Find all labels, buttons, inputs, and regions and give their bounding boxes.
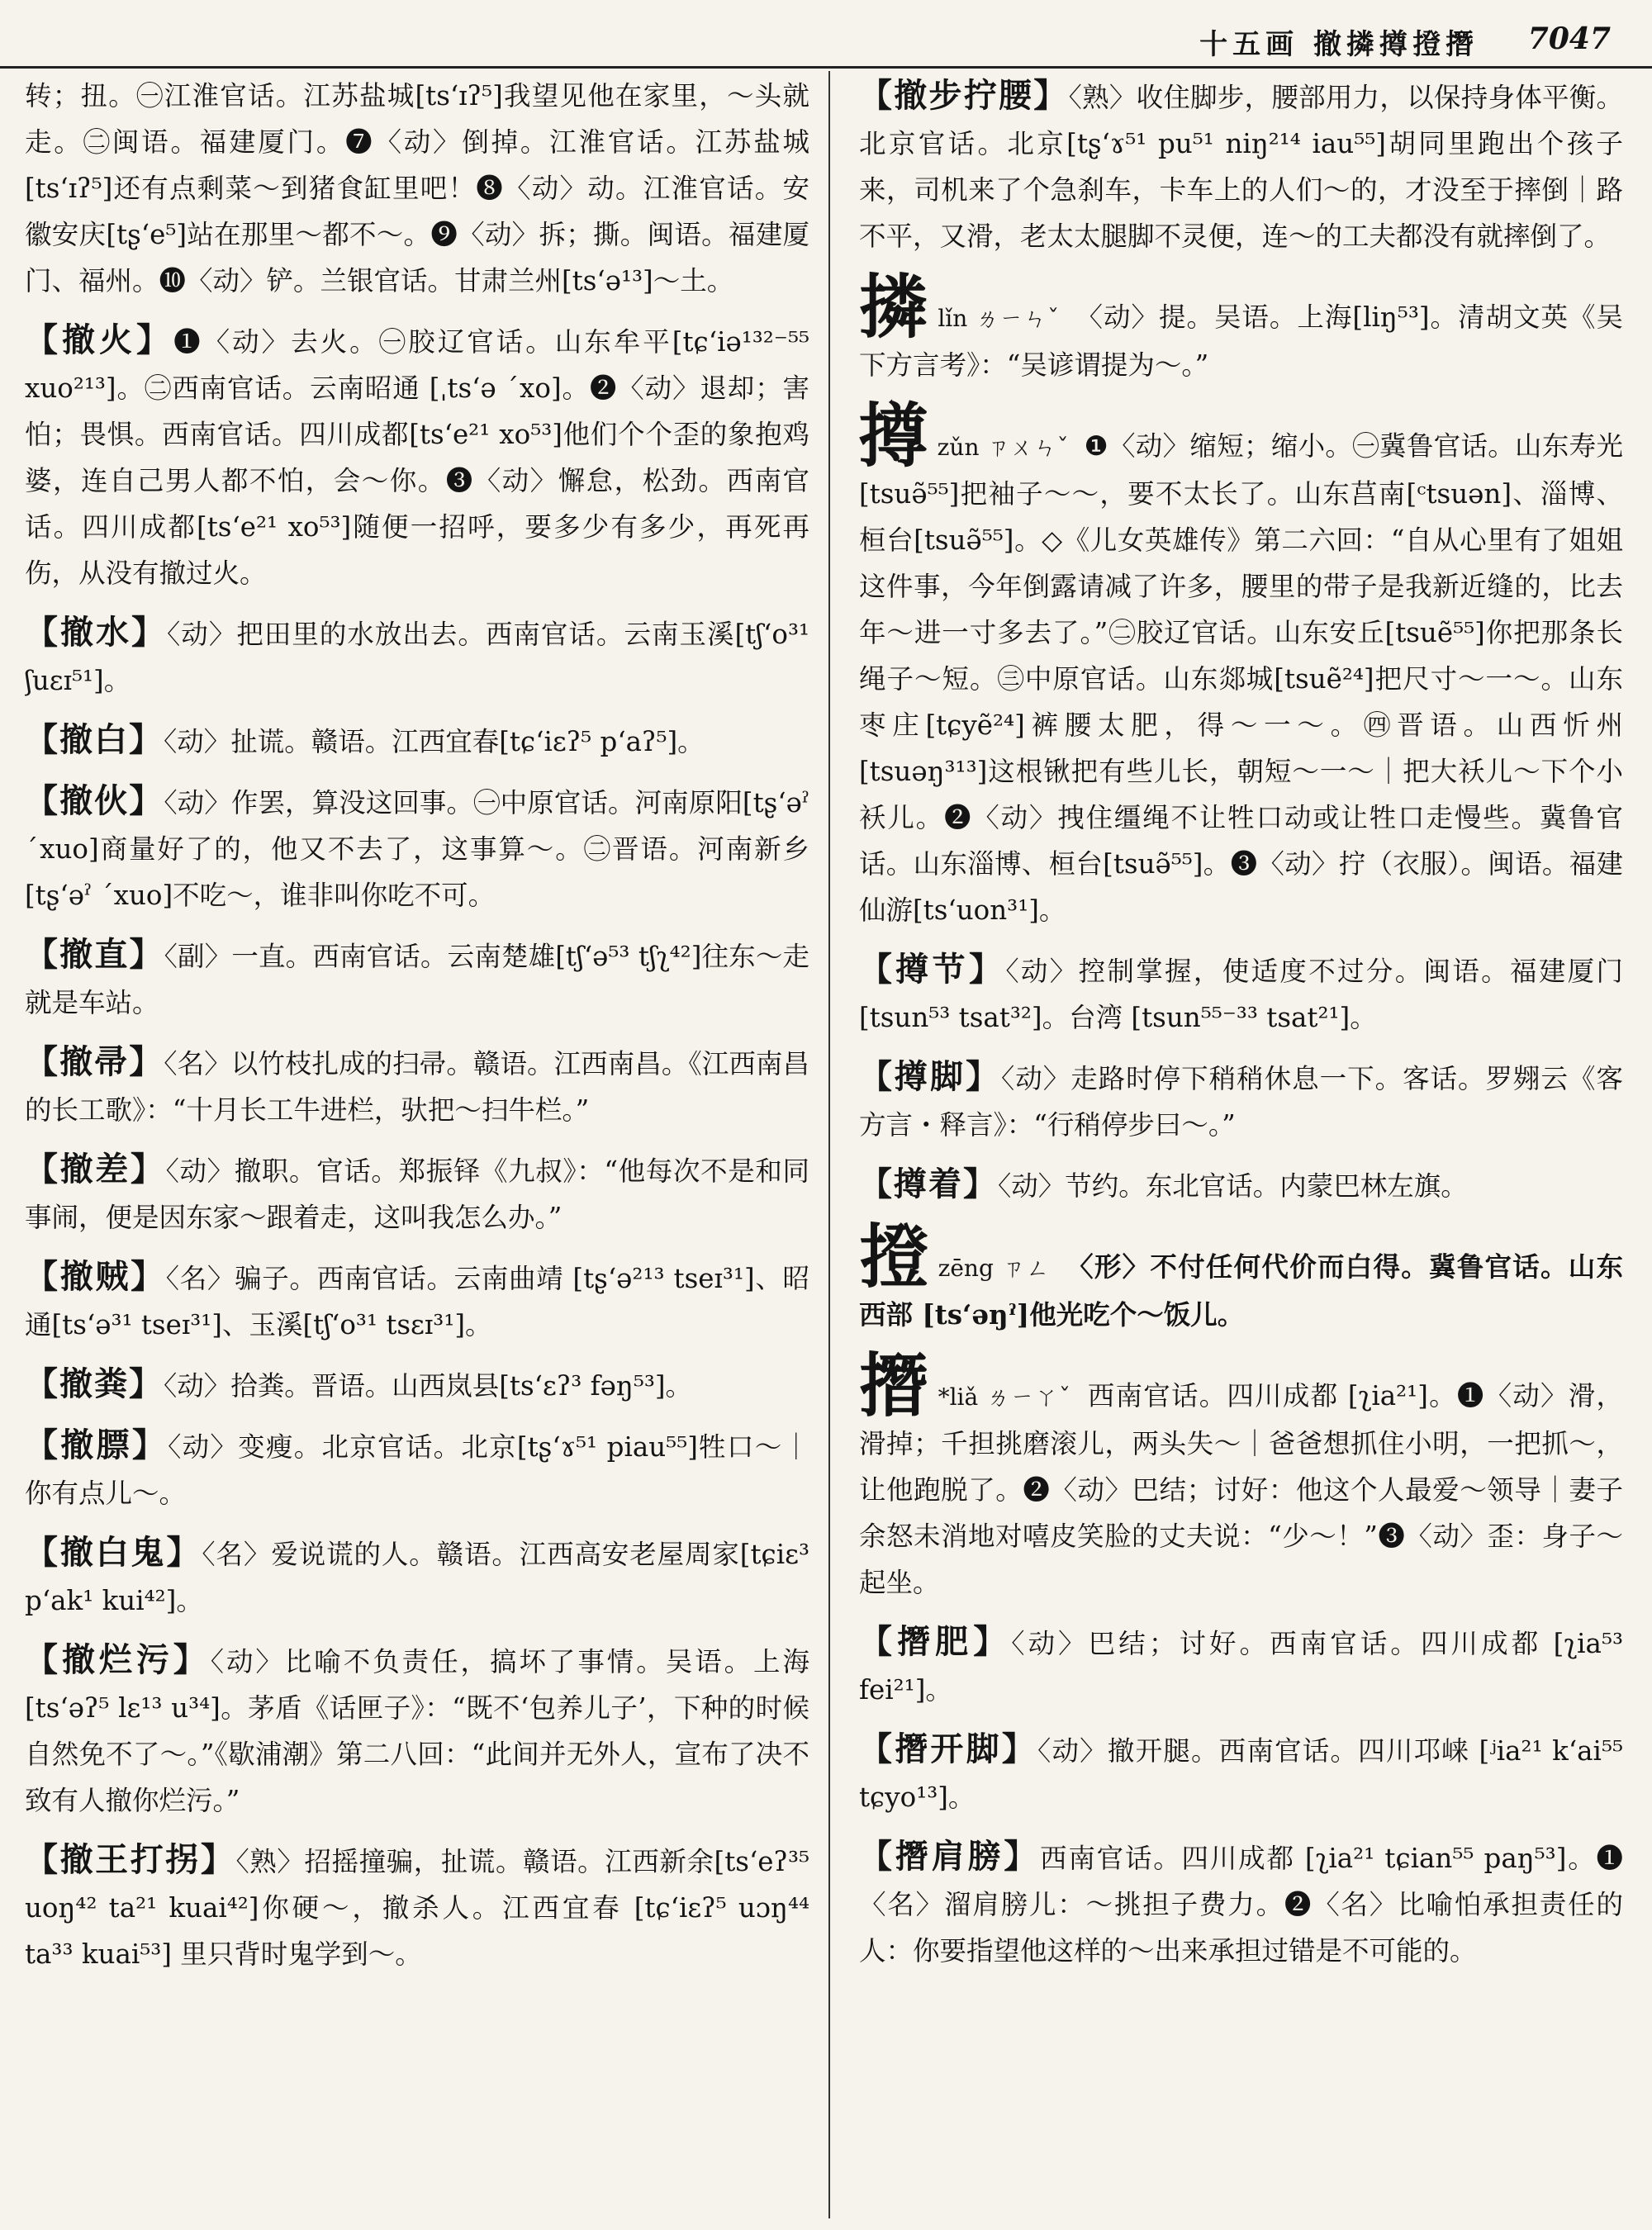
entry-text: 〈动〉作罢，算没这回事。㊀中原官话。河南原阳[tʂʻəˀ ˊxuo]商量好了的，他又不去了，这事算～。㊁晋语。河南新乡[tʂʻəˀ ˊxuo]不吃～，谁非叫你吃不可。 <box>25 787 809 911</box>
entry-text: 〈动〉变瘦。北京官话。北京[tʂʻɤ⁵¹ piau⁵⁵]牲口～｜你有点儿～。 <box>25 1431 809 1509</box>
entry-headword: 【撙脚】 <box>859 1058 1001 1096</box>
entry-headword: 【撙着】 <box>859 1165 998 1203</box>
entry-chehuo2 <box>25 778 809 918</box>
left-column <box>25 73 809 2220</box>
page-number: 7047 <box>1527 21 1611 56</box>
entry-text: 〈动〉拾粪。晋语。山西岚县[tsʻɛʔ³ fəŋ⁵³]。 <box>164 1370 693 1402</box>
entry-headword: 【撤王打拐】 <box>25 1841 236 1879</box>
entry-zunzhe <box>859 1161 1623 1209</box>
entry-text: 西南官话。四川成都 [ʅia²¹]。❶〈动〉滑，滑掉；千担挑磨滚儿，两头失～｜爸爸想抓住小明，一把抓～，让他跑脱了。❷〈动〉巴结；讨好：他这个人最爱～领导｜妻子余怒未消地对嘻皮笑脸的丈夫说：“少～！”❸〈动〉歪：身子～起坐。 <box>859 1380 1623 1598</box>
pronunciation: *liǎ ㄌㄧㄚˇ <box>938 1383 1072 1411</box>
entry-text: 〈动〉巴结；讨好。西南官话。四川成都 [ʅia⁵³ fei²¹]。 <box>859 1628 1623 1706</box>
entry-chebaigui <box>25 1530 809 1624</box>
entry-char-zeng <box>859 1217 1623 1338</box>
entry-headword: 【撍开脚】 <box>859 1730 1038 1768</box>
entry-text: 〈熟〉收住脚步，腰部用力，以保持身体平衡。北京官话。北京[tʂʻɤ⁵¹ pu⁵¹ niŋ²¹⁴ iau⁵⁵]胡同里跑出个孩子来，司机来了个急刹车，卡车上的人们～的，才没至于摔倒｜路不平，又滑，老太太腿脚不灵便，连～的工夫都没有就摔倒了。 <box>859 82 1623 252</box>
entry-text: 〈动〉比喻不负责任，搞坏了事情。吴语。上海 [tsʻəʔ⁵ lɛ¹³ u³⁴]。茅盾《话匣子》：“既不‘包养儿子’，下种的时候自然免不了～。”《歇浦潮》第二八回：“此间并无外人，宣布了决不致有人撤你烂污。” <box>25 1646 809 1816</box>
entry-char-zun <box>859 396 1623 933</box>
header-title: 十五画 撤撛撙撜撍 <box>1199 28 1479 61</box>
entry-char-lia <box>859 1345 1623 1606</box>
entry-headword: 【撤伙】 <box>25 782 164 820</box>
entry-liajianbang <box>859 1834 1623 1974</box>
entry-text: 〈动〉控制掌握，使适度不过分。闽语。福建厦门 [tsun⁵³ tsat³²]。台湾 [tsun⁵⁵⁻³³ tsat²¹]。 <box>859 956 1623 1033</box>
entry-chehuo <box>25 317 809 596</box>
entry-text: 〈动〉撤职。官话。郑振铎《九叔》：“他每次不是和同事闹，便是因东家～跟着走，这叫我怎么办。” <box>25 1155 809 1233</box>
entry-headword: 【撤白鬼】 <box>25 1534 202 1572</box>
entry-text: 〈动〉节约。东北官话。内蒙巴林左旗。 <box>998 1170 1468 1202</box>
entry-text: 〈熟〉招摇撞骗，扯谎。赣语。江西新余[tsʻeʔ³⁵ uoŋ⁴² ta²¹ kuai⁴²]你硬～，撤杀人。江西宜春 [tɕʻiɛʔ⁵ uɔŋ⁴⁴ ta³³ kuai⁵³] 里只背时鬼学到～。 <box>25 1846 809 1970</box>
entry-headword: 【撤白】 <box>25 721 164 759</box>
entry-zunjiao <box>859 1054 1623 1148</box>
entry-chelanwu <box>25 1637 809 1824</box>
entry-zunjie <box>859 947 1623 1041</box>
entry-text: 〈动〉把田里的水放出去。西南官话。云南玉溪[tʃʻo³¹ ʃuɛɪ⁵¹]。 <box>25 619 809 696</box>
entry-text: 西南官话。四川成都 [ʅia²¹ tɕian⁵⁵ paŋ⁵³]。❶〈名〉溜肩膀儿：～挑担子费力。❷〈名〉比喻怕承担责任的人：你要指望他这样的～出来承担过错是不可能的。 <box>859 1843 1623 1967</box>
column-divider <box>828 71 830 2218</box>
entry-text: 〈动〉走路时停下稍稍休息一下。客话。罗翙云《客方言・释言》：“行稍停步曰～。” <box>859 1063 1623 1141</box>
entry-chewangdaguai <box>25 1837 809 1977</box>
entry-headword: 【撤水】 <box>25 614 168 652</box>
entry-headword: 【撤火】 <box>25 321 174 359</box>
entry-headword: 【撤差】 <box>25 1151 166 1189</box>
entry-text: 〈副〉一直。西南官话。云南楚雄[tʃʻə⁵³ tʃʅ⁴²]往东～走就是车站。 <box>25 941 809 1018</box>
pronunciation: lǐn ㄌㄧㄣˇ <box>938 305 1061 332</box>
entry-text: ❶〈动〉去火。㊀胶辽官话。山东牟平[tɕʻiə¹³²⁻⁵⁵ xuo²¹³]。㊁西南官话。云南昭通 [ˌtsʻə ˊxo]。❷〈动〉退却；害怕；畏惧。西南官话。四川成都[tsʻe²¹ xo⁵³]他们个个歪的象抱鸡婆，连自己男人都不怕，会～你。❸〈动〉懈怠，松劲。西南官话。四川成都[tsʻe²¹ xo⁵³]随便一招呼，要多少有多少，再死再伤，从没有撤过火。 <box>25 326 809 589</box>
entry-liakaijiao <box>859 1726 1623 1820</box>
entry-headword: 【撍肩膀】 <box>859 1838 1041 1876</box>
entry-text: 〈形〉不付任何代价而白得。冀鲁官话。山东西部 [tsʻəŋˀ]他光吃个～饭儿。 <box>859 1250 1623 1331</box>
head-character: 撙 <box>859 396 929 477</box>
entry-chechai <box>25 1146 809 1241</box>
entry-headword: 【撤直】 <box>25 936 164 974</box>
entry-cheshui <box>25 610 809 704</box>
entry-headword: 【撍肥】 <box>859 1623 1012 1661</box>
entry-headword: 【撤帚】 <box>25 1043 164 1081</box>
entry-headword: 【撤贼】 <box>25 1258 166 1296</box>
head-character: 撛 <box>859 267 929 348</box>
entry-text: 〈名〉爱说谎的人。赣语。江西高安老屋周家[tɕiɛ³ pʻak¹ kui⁴²]。 <box>25 1539 809 1616</box>
entry-liafei <box>859 1619 1623 1713</box>
entry-chebuningyao <box>859 73 1623 259</box>
entry-text: 转；扭。㊀江淮官话。江苏盐城[tsʻɪʔ⁵]我望见他在家里，～头就走。㊁闽语。福建厦门。❼〈动〉倒掉。江淮官话。江苏盐城[tsʻɪʔ⁵]还有点剩菜～到猪食缸里吧！❽〈动〉动。江淮官话。安徽安庆[tʂʻe⁵]站在那里～都不～。❾〈动〉拆；撕。闽语。福建厦门、福州。❿〈动〉铲。兰银官话。甘肃兰州[tsʻə¹³]～土。 <box>25 80 809 297</box>
entry-chezei <box>25 1254 809 1348</box>
head-character: 撍 <box>859 1345 929 1426</box>
entry-chefen <box>25 1361 809 1409</box>
pronunciation: zēng ㄗㄥ <box>938 1255 1051 1282</box>
entry-text: 〈名〉骗子。西南官话。云南曲靖 [tʂʻə²¹³ tseɪ³¹]、昭通[tsʻə³¹ tseɪ³¹]、玉溪[tʃʻo³¹ tsɛɪ³¹]。 <box>25 1263 809 1340</box>
entry-text: 〈动〉扯谎。赣语。江西宜春[tɕʻiɛʔ⁵ pʻaʔ⁵]。 <box>164 726 705 757</box>
running-head <box>0 0 1652 69</box>
entry-text: 〈动〉撤开腿。西南官话。四川邛崃 [ʲia²¹ kʻai⁵⁵ tɕyo¹³]。 <box>859 1735 1623 1813</box>
right-column <box>859 73 1623 2220</box>
entry-text: 〈名〉以竹枝扎成的扫帚。赣语。江西南昌。《江西南昌的长工歌》：“十月长工牛进栏，驮把～扫牛栏。” <box>25 1048 809 1126</box>
entry-chebai <box>25 717 809 765</box>
pronunciation: zǔn ㄗㄨㄣˇ <box>937 434 1069 461</box>
entry-chebiao <box>25 1422 809 1516</box>
entry-chezhi <box>25 932 809 1026</box>
entry-char-lin <box>859 267 1623 388</box>
entry-headword: 【撙节】 <box>859 951 1006 989</box>
entry-headword: 【撤粪】 <box>25 1365 164 1403</box>
entry-text: ❶〈动〉缩短；缩小。㊀冀鲁官话。山东寿光[tsuə̃⁵⁵]把袖子～～，要不太长了。山东莒南[ᶜtsuən]、淄博、桓台[tsuə̃⁵⁵]。◇《儿女英雄传》第二六回：“自从心里有了姐姐这件事，今年倒露请减了许多，腰里的带子是我新近缝的，比去年～进一寸多去了。”㊁胶辽官话。山东安丘[tsuẽ⁵⁵]你把那条长绳子～短。㊂中原官话。山东郯城[tsuẽ²⁴]把尺寸～一～。山东枣庄[tɕyẽ²⁴]裤腰太肥，得～一～。㊃晋语。山西忻州[tsuəŋ³¹³]这根锹把有些儿长，朝短～一～｜把大袄儿～下个小袄儿。❷〈动〉拽住缰绳不让牲口动或让牲口走慢些。冀鲁官话。山东淄博、桓台[tsuə̃⁵⁵]。❸〈动〉拧（衣服）。闽语。福建仙游[tsʻuon³¹]。 <box>859 430 1623 926</box>
head-character: 撜 <box>859 1217 929 1298</box>
entry-continued <box>25 73 809 304</box>
entry-chezhou <box>25 1039 809 1133</box>
entry-headword: 【撤膘】 <box>25 1426 169 1464</box>
entry-text: 〈动〉提。吴语。上海[liŋ⁵³]。清胡文英《吴下方言考》：“吴谚谓提为～。” <box>859 301 1623 381</box>
entry-headword: 【撤烂污】 <box>25 1641 211 1679</box>
entry-headword: 【撤步拧腰】 <box>859 77 1069 115</box>
